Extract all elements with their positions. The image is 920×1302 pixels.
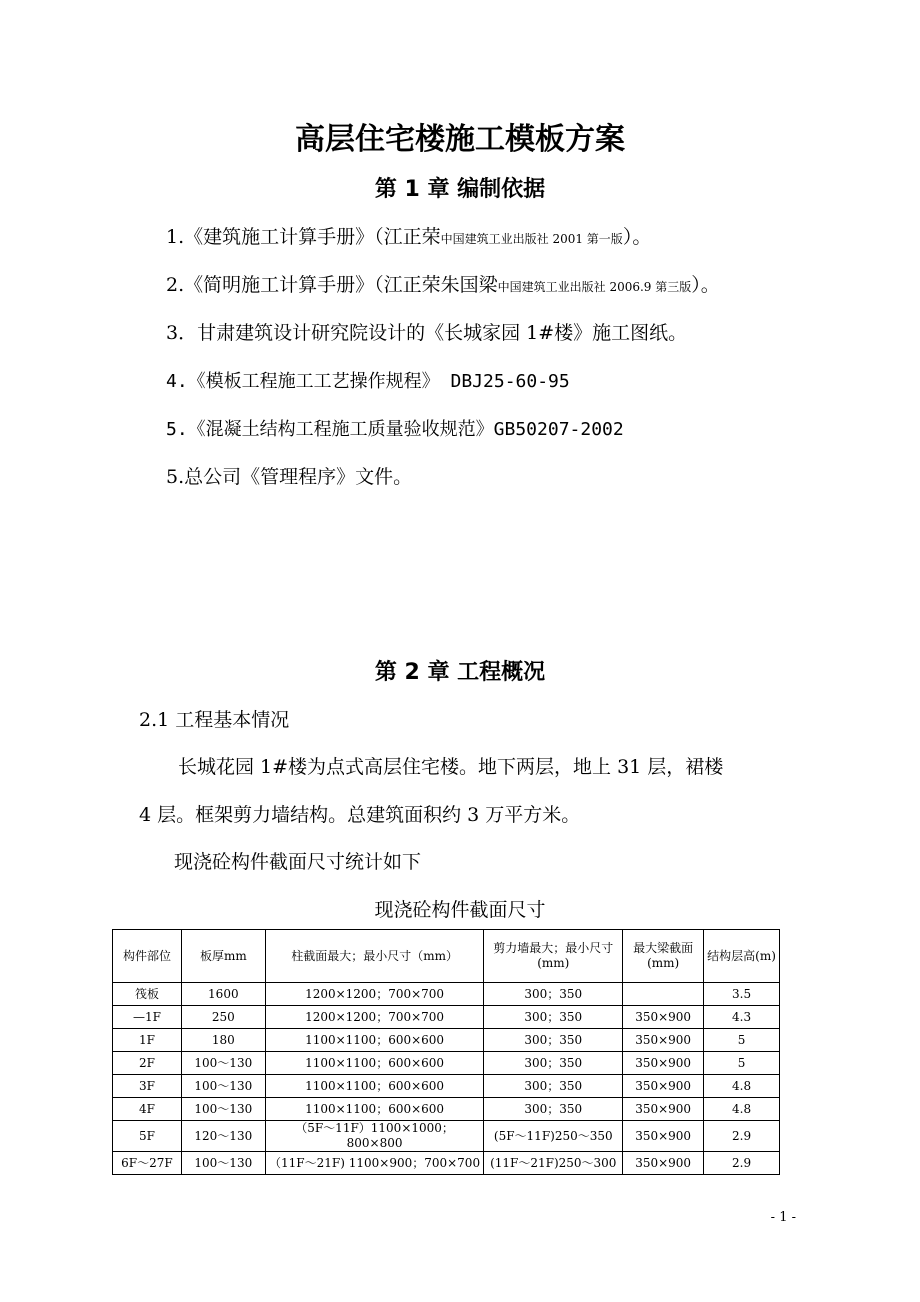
reference-publisher: 中国建筑工业出版社 2006.9 第三版 xyxy=(497,280,692,294)
table-cell: 300；350 xyxy=(484,1075,623,1098)
table-cell: 2F xyxy=(113,1052,182,1075)
reference-publisher: 中国建筑工业出版社 2001 第一版 xyxy=(440,232,623,246)
document-title: 高层住宅楼施工模板方案 xyxy=(295,122,625,157)
table-cell: 350×900 xyxy=(623,1052,704,1075)
table-cell: 4.3 xyxy=(704,1006,780,1029)
reference-item-1 xyxy=(166,222,651,249)
table-intro: 现浇砼构件截面尺寸统计如下 xyxy=(174,851,422,873)
table-cell: 350×900 xyxy=(623,1075,704,1098)
table-cell: 筏板 xyxy=(113,983,182,1006)
reference-item-3: 3．甘肃建筑设计研究院设计的《长城家园 1#楼》施工图纸。 xyxy=(166,322,688,344)
section-size-table xyxy=(112,929,780,1175)
table-cell: 1100×1100；600×600 xyxy=(265,1029,484,1052)
table-cell: 100～130 xyxy=(181,1075,265,1098)
reference-item-5: 5.《混凝土结构工程施工质量验收规范》GB50207-2002 xyxy=(166,419,624,440)
table-row xyxy=(113,1098,780,1121)
page-number: - 1 - xyxy=(770,1210,796,1225)
header-cell: 结构层高(m) xyxy=(704,930,780,983)
table-cell: 300；350 xyxy=(484,1052,623,1075)
table-cell: 4.8 xyxy=(704,1075,780,1098)
reference-text: 1.《建筑施工计算手册》（江正荣 xyxy=(166,226,441,248)
overview-paragraph-line-1: 长城花园 1#楼为点式高层住宅楼。地下两层，地上 31 层，裙楼 xyxy=(178,756,724,778)
table-cell: 350×900 xyxy=(623,1006,704,1029)
header-cell: 板厚mm xyxy=(181,930,265,983)
table-cell: 350×900 xyxy=(623,1152,704,1175)
table-cell: （11F～21F) 1100×900；700×700 xyxy=(265,1152,484,1175)
chapter-2-heading: 第 2 章 工程概况 xyxy=(374,660,546,685)
table-cell: 1200×1200；700×700 xyxy=(265,1006,484,1029)
table-cell: 100～130 xyxy=(181,1098,265,1121)
table-row xyxy=(113,1121,780,1152)
table-header-row xyxy=(113,930,780,983)
table-cell: 300；350 xyxy=(484,1006,623,1029)
table-cell: 3F xyxy=(113,1075,182,1098)
table-caption: 现浇砼构件截面尺寸 xyxy=(374,899,546,921)
table-row xyxy=(113,983,780,1006)
table-cell: 1200×1200；700×700 xyxy=(265,983,484,1006)
table-cell: 100～130 xyxy=(181,1052,265,1075)
table-cell: 4.8 xyxy=(704,1098,780,1121)
table-cell: 180 xyxy=(181,1029,265,1052)
table-row xyxy=(113,1052,780,1075)
table-cell: 4F xyxy=(113,1098,182,1121)
table-row xyxy=(113,1075,780,1098)
reference-item-2 xyxy=(166,270,720,297)
header-cell: 最大梁截面(mm) xyxy=(623,930,704,983)
table-cell: 350×900 xyxy=(623,1098,704,1121)
table-cell: 300；350 xyxy=(484,1029,623,1052)
header-cell: 剪力墙最大；最小尺寸(mm) xyxy=(484,930,623,983)
reference-item-6: 5.总公司《管理程序》文件。 xyxy=(166,466,413,488)
table-cell: 5F xyxy=(113,1121,182,1152)
table-cell: 1600 xyxy=(181,983,265,1006)
section-heading: 2.1 工程基本情况 xyxy=(139,709,290,731)
table-cell: (11F～21F)250～300 xyxy=(484,1152,623,1175)
table-cell: (5F～11F)250～350 xyxy=(484,1121,623,1152)
table-cell: 3.5 xyxy=(704,983,780,1006)
table-cell: 5 xyxy=(704,1052,780,1075)
table-cell: 5 xyxy=(704,1029,780,1052)
header-cell: 构件部位 xyxy=(113,930,182,983)
chapter-1-heading: 第 1 章 编制依据 xyxy=(374,177,546,202)
table-cell: 350×900 xyxy=(623,1121,704,1152)
table-cell: 300；350 xyxy=(484,983,623,1006)
table-cell: 2.9 xyxy=(704,1152,780,1175)
table-row xyxy=(113,1029,780,1052)
overview-paragraph-line-2: 4 层。框架剪力墙结构。总建筑面积约 3 万平方米。 xyxy=(139,804,581,826)
header-cell: 柱截面最大；最小尺寸（mm） xyxy=(265,930,484,983)
reference-tail: ）。 xyxy=(622,226,652,248)
table-cell xyxy=(623,983,704,1006)
table-cell: 6F～27F xyxy=(113,1152,182,1175)
table-cell: 300；350 xyxy=(484,1098,623,1121)
table-cell: 1100×1100；600×600 xyxy=(265,1052,484,1075)
table-cell: 120～130 xyxy=(181,1121,265,1152)
table-cell: —1F xyxy=(113,1006,182,1029)
table-cell: 250 xyxy=(181,1006,265,1029)
reference-text: 2.《简明施工计算手册》（江正荣朱国梁 xyxy=(166,274,498,296)
table-cell: 1F xyxy=(113,1029,182,1052)
table-cell: （5F～11F）1100×1000；800×800 xyxy=(265,1121,484,1152)
table-row xyxy=(113,1152,780,1175)
table-cell: 100～130 xyxy=(181,1152,265,1175)
table-cell: 1100×1100；600×600 xyxy=(265,1098,484,1121)
reference-tail: ）。 xyxy=(691,274,720,296)
table-cell: 2.9 xyxy=(704,1121,780,1152)
table-cell: 1100×1100；600×600 xyxy=(265,1075,484,1098)
table-cell: 350×900 xyxy=(623,1029,704,1052)
table-row xyxy=(113,1006,780,1029)
reference-item-4: 4.《模板工程施工工艺操作规程》 DBJ25-60-95 xyxy=(166,371,570,392)
